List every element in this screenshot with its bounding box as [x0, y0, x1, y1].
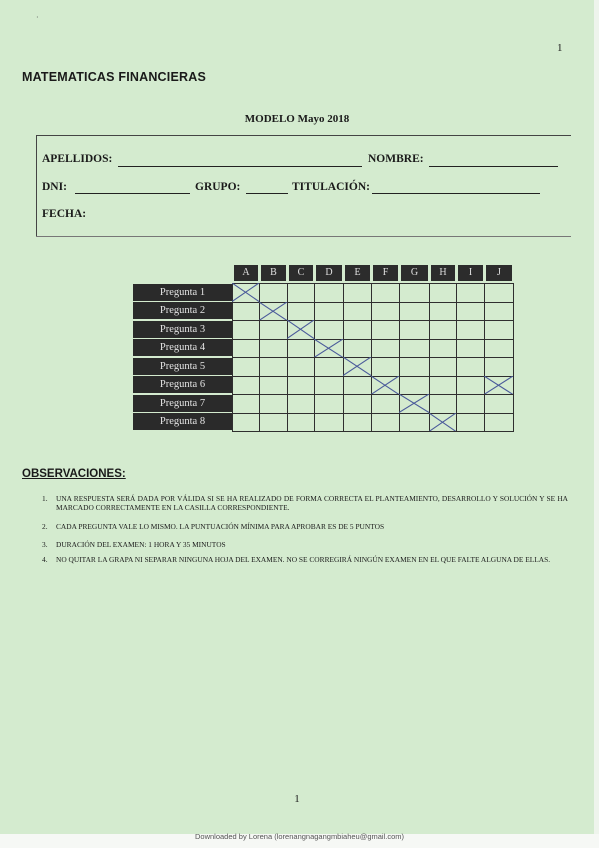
answer-cell-2-h[interactable]	[429, 302, 457, 322]
answer-cell-3-b[interactable]	[259, 320, 288, 340]
titulacion-field[interactable]	[372, 193, 540, 194]
answer-cell-3-f[interactable]	[371, 320, 400, 340]
observacion-text: UNA RESPUESTA SERÁ DADA POR VÁLIDA SI SE HA REALIZADO DE FORMA CORRECTA EL PLANTEAMIENTO, DESARROLLO Y SOLUCIÓN Y SE HA MARCADO CORRECTAMENTE EN LA CASILLA CORRESPONDIENTE.	[56, 494, 568, 512]
row-label: Pregunta 6	[133, 376, 232, 393]
answer-cell-1-j[interactable]	[484, 283, 514, 303]
answer-cell-8-c[interactable]	[287, 413, 315, 433]
row-label: Pregunta 5	[133, 358, 232, 375]
answer-cell-1-i[interactable]	[456, 283, 485, 303]
page-edge	[594, 0, 599, 848]
dni-label: DNI:	[42, 181, 67, 193]
column-header-a: A	[234, 265, 258, 281]
answer-cell-1-e[interactable]	[343, 283, 372, 303]
observacion-item	[42, 540, 568, 549]
nombre-label: NOMBRE:	[368, 153, 424, 165]
answer-cell-8-d[interactable]	[314, 413, 344, 433]
observacion-number: 4.	[42, 555, 48, 564]
answer-cell-2-a[interactable]	[232, 302, 260, 322]
grupo-label: GRUPO:	[195, 181, 241, 193]
exam-model: MODELO Mayo 2018	[244, 113, 350, 125]
answer-cell-6-a[interactable]	[232, 376, 260, 396]
answer-cell-2-f[interactable]	[371, 302, 400, 322]
column-header-j: J	[486, 265, 512, 281]
answer-cell-1-g[interactable]	[399, 283, 430, 303]
answer-cell-7-e[interactable]	[343, 394, 372, 414]
form-bottom-rule	[36, 236, 571, 237]
column-header-e: E	[345, 265, 370, 281]
column-header-d: D	[316, 265, 342, 281]
answer-cell-1-b[interactable]	[259, 283, 288, 303]
answer-cell-8-i[interactable]	[456, 413, 485, 433]
answer-cell-8-f[interactable]	[371, 413, 400, 433]
answer-cell-5-d[interactable]	[314, 357, 344, 377]
observacion-number: 1.	[42, 494, 48, 503]
answer-cell-7-f[interactable]	[371, 394, 400, 414]
observacion-item	[42, 522, 568, 531]
column-header-f: F	[373, 265, 398, 281]
answer-mark-6-f	[371, 376, 399, 395]
answer-cell-8-b[interactable]	[259, 413, 288, 433]
answer-cell-7-h[interactable]	[429, 394, 457, 414]
observacion-item	[42, 494, 568, 512]
answer-cell-4-c[interactable]	[287, 339, 315, 359]
dni-field[interactable]	[75, 193, 190, 194]
answer-cell-2-e[interactable]	[343, 302, 372, 322]
answer-cell-4-b[interactable]	[259, 339, 288, 359]
page-number-top: 1	[557, 42, 563, 54]
answer-cell-5-b[interactable]	[259, 357, 288, 377]
answer-cell-2-d[interactable]	[314, 302, 344, 322]
titulacion-label: TITULACIÓN:	[292, 181, 370, 193]
observacion-number: 3.	[42, 540, 48, 549]
answer-cell-4-j[interactable]	[484, 339, 514, 359]
answer-mark-7-g	[399, 394, 429, 413]
answer-cell-4-a[interactable]	[232, 339, 260, 359]
answer-cell-7-c[interactable]	[287, 394, 315, 414]
answer-cell-6-g[interactable]	[399, 376, 430, 396]
answer-cell-1-c[interactable]	[287, 283, 315, 303]
row-label: Pregunta 1	[133, 284, 232, 301]
fecha-label: FECHA:	[42, 208, 87, 220]
answer-cell-6-i[interactable]	[456, 376, 485, 396]
answer-cell-2-g[interactable]	[399, 302, 430, 322]
answer-cell-5-j[interactable]	[484, 357, 514, 377]
observacion-text: DURACIÓN DEL EXAMEN: 1 HORA Y 35 MINUTOS	[56, 540, 226, 549]
answer-cell-3-i[interactable]	[456, 320, 485, 340]
observacion-item	[42, 555, 568, 564]
row-label: Pregunta 7	[133, 395, 232, 412]
answer-cell-8-g[interactable]	[399, 413, 430, 433]
answer-cell-2-j[interactable]	[484, 302, 514, 322]
answer-cell-5-a[interactable]	[232, 357, 260, 377]
observacion-text: NO QUITAR LA GRAPA NI SEPARAR NINGUNA HOJA DEL EXAMEN. NO SE CORREGIRÁ NINGÚN EXAMEN EN EL QUE FALTE ALGUNA DE ELLAS.	[56, 555, 551, 564]
answer-cell-4-h[interactable]	[429, 339, 457, 359]
apellidos-label: APELLIDOS:	[42, 153, 113, 165]
answer-cell-1-d[interactable]	[314, 283, 344, 303]
answer-cell-3-h[interactable]	[429, 320, 457, 340]
row-label: Pregunta 8	[133, 413, 232, 430]
download-note: Downloaded by Lorena (lorenangnagangmbiaheu@gmail.com)	[195, 832, 404, 841]
observacion-number: 2.	[42, 522, 48, 531]
answer-cell-5-i[interactable]	[456, 357, 485, 377]
answer-mark-5-e	[343, 357, 371, 376]
answer-mark-3-c	[287, 320, 314, 339]
answer-cell-3-a[interactable]	[232, 320, 260, 340]
answer-cell-7-a[interactable]	[232, 394, 260, 414]
answer-cell-4-f[interactable]	[371, 339, 400, 359]
answer-mark-1-a	[232, 283, 259, 302]
answer-cell-5-g[interactable]	[399, 357, 430, 377]
answer-cell-8-e[interactable]	[343, 413, 372, 433]
answer-cell-2-c[interactable]	[287, 302, 315, 322]
answer-cell-3-e[interactable]	[343, 320, 372, 340]
apellidos-field[interactable]	[118, 166, 362, 167]
observacion-text: CADA PREGUNTA VALE LO MISMO. LA PUNTUACIÓN MÍNIMA PARA APROBAR ES DE 5 PUNTOS	[56, 522, 385, 531]
course-title: MATEMATICAS FINANCIERAS	[22, 70, 206, 84]
row-label: Pregunta 3	[133, 321, 232, 338]
answer-mark-4-d	[314, 339, 343, 358]
answer-cell-6-b[interactable]	[259, 376, 288, 396]
answer-cell-6-h[interactable]	[429, 376, 457, 396]
answer-cell-3-d[interactable]	[314, 320, 344, 340]
column-header-b: B	[261, 265, 286, 281]
page-number-bottom: 1	[294, 793, 300, 805]
answer-cell-4-g[interactable]	[399, 339, 430, 359]
column-header-g: G	[401, 265, 428, 281]
answer-cell-1-f[interactable]	[371, 283, 400, 303]
answer-cell-7-j[interactable]	[484, 394, 514, 414]
row-label: Pregunta 4	[133, 339, 232, 356]
form-left-rule	[36, 135, 37, 236]
answer-mark-6-j	[484, 376, 513, 395]
answer-cell-6-c[interactable]	[287, 376, 315, 396]
answer-cell-8-a[interactable]	[232, 413, 260, 433]
grupo-field[interactable]	[246, 193, 288, 194]
answer-cell-4-i[interactable]	[456, 339, 485, 359]
answer-cell-1-h[interactable]	[429, 283, 457, 303]
answer-cell-5-f[interactable]	[371, 357, 400, 377]
answer-cell-6-e[interactable]	[343, 376, 372, 396]
observaciones-title: OBSERVACIONES:	[22, 468, 126, 480]
answer-cell-8-j[interactable]	[484, 413, 514, 433]
form-top-rule	[36, 135, 571, 136]
answer-mark-8-h	[429, 413, 456, 432]
column-header-c: C	[289, 265, 313, 281]
answer-cell-2-i[interactable]	[456, 302, 485, 322]
answer-cell-4-e[interactable]	[343, 339, 372, 359]
answer-cell-3-j[interactable]	[484, 320, 514, 340]
answer-cell-7-i[interactable]	[456, 394, 485, 414]
answer-mark-2-b	[259, 302, 287, 321]
answer-cell-7-d[interactable]	[314, 394, 344, 414]
answer-cell-6-d[interactable]	[314, 376, 344, 396]
answer-cell-7-b[interactable]	[259, 394, 288, 414]
answer-cell-3-g[interactable]	[399, 320, 430, 340]
answer-cell-5-h[interactable]	[429, 357, 457, 377]
column-header-i: I	[458, 265, 483, 281]
row-label: Pregunta 2	[133, 302, 232, 319]
answer-cell-5-c[interactable]	[287, 357, 315, 377]
nombre-field[interactable]	[429, 166, 558, 167]
column-header-h: H	[431, 265, 455, 281]
corner-mark: ·	[36, 13, 39, 22]
